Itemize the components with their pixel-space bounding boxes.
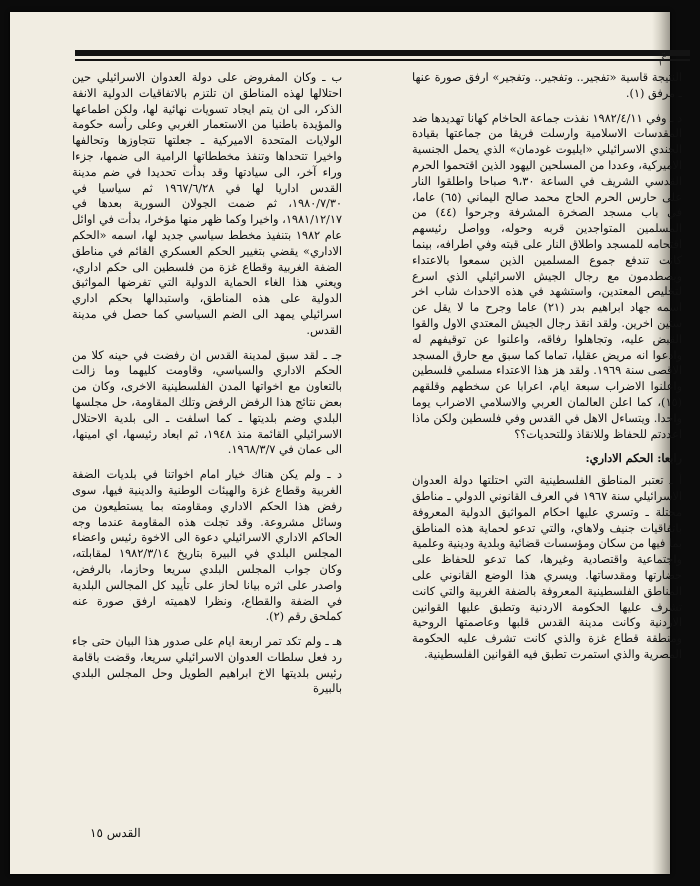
corner-ornament-icon: ﰎ (658, 50, 666, 66)
right-paragraph: د ـ وفي ١٩٨٢/٤/١١ نفذت جماعة الحاخام كهانا تهديدها ضد المقدسات الاسلامية وارسلت فريقا من جماعتها بقيادة الجندي الاسرائيلي «ايليوت غودمان» الذي يحمل الجنسية الاميركية، وعددا من المسلحين اليهود الذين اقتحموا الحرم القدسي الشريف في الساعة ٩،٣٠ صباحا واطلقوا النار على حارس الحرم الحاج محمد صالح اليماني (٦٥) عاما، في باب مسجد الصخرة المشرفة وجرحوا (٤٤) من المسلمين المتواجدين قربه وحوله، وواصل رئيسهم اقتحامه للمسجد واطلاق النار على قبته وفي اطرافه، بينما كانت تندفع جموع المسلمين الذين سمعوا بالاعتداء ويصطدمون مع رجال الجيش الاسرائيلي الذي اسرع لتخليص المعتدين، واستشهد في هذه الاحداث شاب اخر اسمه جهاد ابراهيم بدر (٢١) عاما وجرح ما لا يقل عن ستين اخرين. ولقد انقذ رجال الجيش المعتدي الاول والقوا القبض عليه، وتجاهلوا رفاقه، واعلنوا عن توقيفهم له وادعوا انه مريض عقليا، تماما كما سبق مع حارق المسجد الاقصى سنة ١٩٦٩. ولقد هز هذا الاعتداء مسلمي فلسطين واعلنوا الاضراب سبعة ايام، اعرابا عن سخطهم وقلقهم (١٥)، كما اعلن العالمان العربي والاسلامي الاضراب يوما واحدا. ويتساءل الاهل في القدس وفي فلسطين ولكن ماذا اعددتم للحفاظ وللانقاذ وللتحديات؟؟ (412, 111, 682, 441)
header-rule-thick (75, 50, 690, 56)
left-paragraph: د ـ ولم يكن هناك خيار امام اخواتنا في بلديات الضفة الغربية وقطاع غزة والهيئات الوطنية والدينية فيها، سوى رفض هذا الحكم الاداري ومقاومته بما يستطيعون من وسائل مشروعة. وقد تجلت هذه المقاومة عندما وجه الحاكم الاداري الاسرائيلي دعوة الى الاخوة رئيس واعضاء المجلس البلدي في البيرة بتاريخ ١٩٨٢/٣/١٤ لمقابلته، وكان جواب المجلس البلدي سريعا وحازما، بالرفض، واصدر على اثره بيانا لحاز على تأييد كل المجالس البلدية في الضفة والقطاع، ونظرا لاهميته ارفق صورة عنه كملحق رقم (٢). (72, 468, 342, 624)
left-paragraph: جـ ـ لقد سبق لمدينة القدس ان رفضت في حينه كلا من الحكم الاداري والسياسي، وقاومت كليهما وما زالت بالتعاون مع اخواتها المدن الفلسطينية الاخرى، وكان من بعض نتائج هذا الرفض الرفض وتلك المقاومة، حل مجلسها البلدي وضم بلديتها ـ كما اسلفت ـ الى بلدية الاحتلال الاسرائيلي القائمة منذ ١٩٤٨، ثم ابعاد رئيسها، اي امينها، الى عمان في ١٩٦٨/٣/٧. (72, 348, 343, 457)
left-paragraph: هـ ـ ولم تكد تمر اربعة ايام على صدور هذا البيان حتى جاء رد فعل سلطات العدوان الاسرائيلي سريعا، وقضت باقامة رئيس بلديتها الاخ ابراهيم الطويل وحل المجلس البلدي بالبيرة (72, 635, 342, 696)
right-column (412, 70, 682, 855)
right-paragraph: أ ـ تعتبر المناطق الفلسطينية التي احتلتها دولة العدوان الاسرائيلي سنة ١٩٦٧ في العرف القانوني الدولي ـ مناطق محتلة ـ وتسري عليها احكام المواثيق الدولية المعروفة باتفاقيات جنيف ولاهاي، والتي تدعو لحماية هذه المناطق بما فيها من سكان ومؤسسات قضائية وبلدية ودينية وعلمية واجتماعية واقتصادية وغيرها، كما تدعو للحفاظ على حضارتها ومقدساتها. ويسري هذا الوضع القانوني على المناطق الفلسطينية المعروفة بالضفة الغربية والتي كانت تشرف عليها الحكومة الاردنية وتطبق عليها القوانين الاردنية وكانت مدينة القدس قلبها وعاصمتها الروحية ومنطقة قطاع غزة والذي كانت تشرف عليه الحكومة المصرية والذي استمرت تطبق فيه القوانين الفلسطينية. (412, 474, 682, 661)
document-page (10, 12, 682, 874)
section-heading: رابعا: الحكم الاداري: (585, 451, 682, 466)
left-paragraph: ب ـ وكان المفروض على دولة العدوان الاسرائيلي حين احتلالها لهذه المناطق ان تلتزم بالاتفاقيات الدولية الانفة الذكر، الى ان يتم ايجاد تسويات نهائية لها، ولكن اطماعها والمؤيدة باطنيا من الاستعمار الغربي وعلى رأسه حكومة الولايات المتحدة الاميركية ـ جعلتها تتجاوزها وتحالفها واخيرا تتحداها وتنفذ مخططاتها الرامية الى ضمها، جزءا وراء آخر، الى سيادتها وقد بدأت تحديدا في ضم مدينة القدس اداريا لها في ١٩٦٧/٦/٢٨ ثم سياسيا في ١٩٨٠/٧/٣٠، ثم ضمت الجولان السورية بعدها في ١٩٨١/١٢/١٧، واخيرا وكما ظهر منها مؤخرا، بدأت في اوائل عام ١٩٨٢ بتنفيذ مخطط سياسي جديد لها، اسمه «الحكم الاداري» يقضي بتغيير الحكم العسكري القائم في مناطق الضفة الغربية وقطاع غزة من فلسطين الى حكم اداري، ويعني هذا الغاء الحماية الدولية التي تفرضها المواثيق الدولية على هذه المناطق، واستبدالها بحكم اداري اسرائيلي يمهد الى الضم السياسي كما حصل في مدينة القدس. (72, 71, 343, 337)
right-paragraph: النتيجة قاسية «تفجير.. وتفجير.. وتفجير» ارفق صورة عنها ـ مرفق (١). (412, 71, 682, 100)
page-footer: القدس ١٥ (90, 826, 141, 840)
header-rule-thin (75, 59, 690, 61)
left-column (72, 70, 342, 855)
